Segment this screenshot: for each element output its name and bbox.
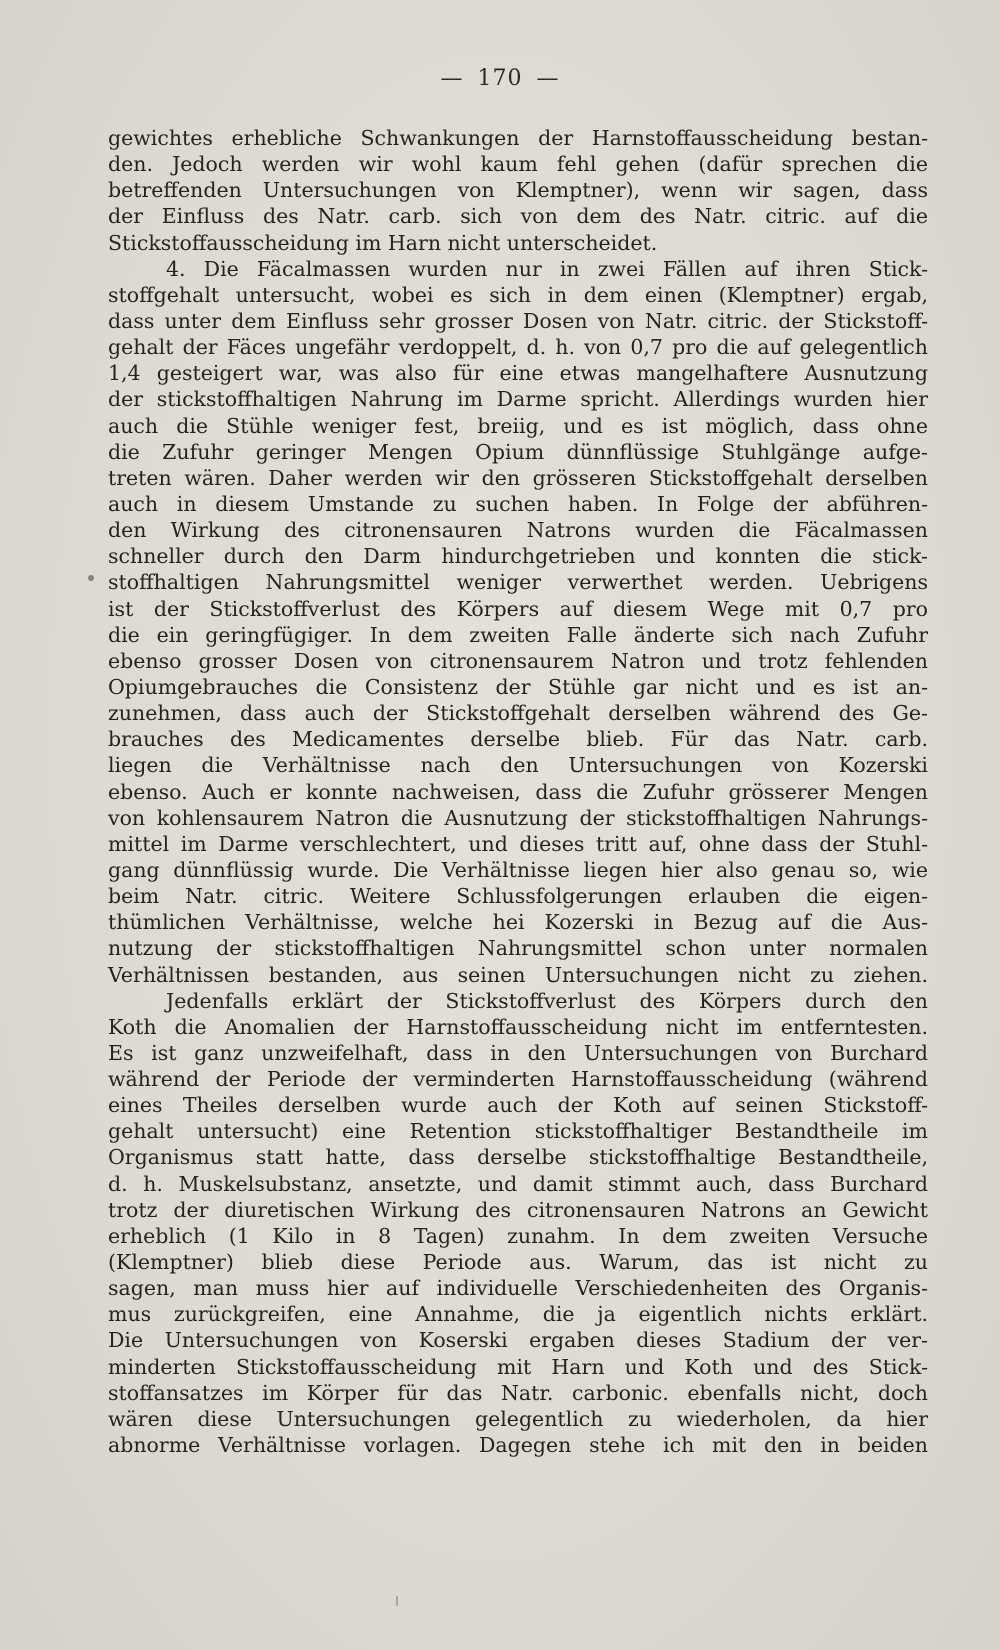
text-line: die Zufuhr geringer Mengen Opium dünnflüssige Stuhlgänge aufge-	[108, 439, 928, 464]
text-line: auch die Stühle weniger fest, breiig, und es ist möglich, dass ohne	[108, 413, 928, 438]
paper-speck	[396, 1596, 398, 1606]
text-line: gehalt untersucht) eine Retention stickstoffhaltiger Bestandtheile im	[108, 1119, 928, 1144]
text-line: gehalt der Fäces ungefähr verdoppelt, d. h. von 0,7 pro die auf gelegentlich	[108, 335, 928, 360]
text-line: eines Theiles derselben wurde auch der Koth auf seinen Stickstoff-	[108, 1093, 928, 1118]
text-line: stoffgehalt untersucht, wobei es sich in dem einen (Klemptner) ergab,	[108, 282, 928, 307]
text-line: thümlichen Verhältnisse, welche hei Kozerski in Bezug auf die Aus-	[108, 910, 928, 935]
text-line: die ein geringfügiger. In dem zweiten Falle änderte sich nach Zufuhr	[108, 622, 928, 647]
body-text	[108, 125, 928, 1458]
text-line: den. Jedoch werden wir wohl kaum fehl gehen (dafür sprechen die	[108, 152, 928, 177]
text-line: ebenso grosser Dosen von citronensaurem Natron und trotz fehlenden	[108, 648, 928, 673]
text-line: Es ist ganz unzweifelhaft, dass in den Untersuchungen von Burchard	[108, 1040, 928, 1065]
text-line: stoffansatzes im Körper für das Natr. carbonic. ebenfalls nicht, doch	[108, 1380, 928, 1405]
page-number: 170	[477, 66, 523, 91]
text-line: Verhältnissen bestanden, aus seinen Untersuchungen nicht zu ziehen.	[108, 962, 928, 987]
text-line: schneller durch den Darm hindurchgetrieben und konnten die stick-	[108, 544, 928, 569]
text-line: gewichtes erhebliche Schwankungen der Harnstoffausscheidung bestan-	[108, 126, 928, 150]
text-line: ist der Stickstoffverlust des Körpers auf diesem Wege mit 0,7 pro	[108, 596, 928, 621]
text-line: Koth die Anomalien der Harnstoffausscheidung nicht im entferntesten.	[108, 1014, 928, 1039]
text-line: d. h. Muskelsubstanz, ansetzte, und damit stimmt auch, dass Burchard	[108, 1171, 928, 1196]
text-line: beim Natr. citric. Weitere Schlussfolgerungen erlauben die eigen-	[108, 884, 928, 909]
text-line: (Klemptner) blieb diese Periode aus. Warum, das ist nicht zu	[108, 1250, 928, 1275]
text-line: brauches des Medicamentes derselbe blieb. Für das Natr. carb.	[108, 727, 928, 752]
text-line: Organismus statt hatte, dass derselbe stickstoffhaltige Bestandtheile,	[108, 1145, 928, 1170]
text-line: mittel im Darme verschlechtert, und dieses tritt auf, ohne dass der Stuhl-	[108, 831, 928, 856]
text-line: der stickstoffhaltigen Nahrung im Darme spricht. Allerdings wurden hier	[108, 387, 928, 412]
text-line: dass unter dem Einfluss sehr grosser Dosen von Natr. citric. der Stickstoff-	[108, 308, 928, 333]
text-line: abnorme Verhältnisse vorlagen. Dagegen stehe ich mit den in beiden	[108, 1433, 928, 1458]
text-line: Opiumgebrauches die Consistenz der Stühle gar nicht und es ist an-	[108, 674, 928, 699]
text-line: erheblich (1 Kilo in 8 Tagen) zunahm. In dem zweiten Versuche	[108, 1223, 928, 1248]
text-line: von kohlensaurem Natron die Ausnutzung der stickstoffhaltigen Nahrungs-	[108, 805, 928, 830]
text-line: trotz der diuretischen Wirkung des citronensauren Natrons an Gewicht	[108, 1197, 928, 1222]
text-line: Die Untersuchungen von Koserski ergaben dieses Stadium der ver-	[108, 1328, 928, 1353]
text-line: mus zurückgreifen, eine Annahme, die ja eigentlich nichts erklärt.	[108, 1302, 928, 1327]
margin-ink-mark	[88, 575, 94, 581]
text-line: sagen, man muss hier auf individuelle Verschiedenheiten des Organis-	[108, 1276, 928, 1301]
text-line: 1,4 gesteigert war, was also für eine etwas mangelhaftere Ausnutzung	[108, 361, 928, 386]
text-line: der Einfluss des Natr. carb. sich von dem des Natr. citric. auf die	[108, 204, 928, 229]
text-line: minderten Stickstoffausscheidung mit Harn und Koth und des Stick-	[108, 1354, 928, 1379]
paragraph-start-line: Jedenfalls erklärt der Stickstoffverlust des Körpers durch den	[166, 988, 928, 1013]
text-line: auch in diesem Umstande zu suchen haben. In Folge der abführen-	[108, 491, 928, 516]
text-line: während der Periode der verminderten Harnstoffausscheidung (während	[108, 1067, 928, 1092]
text-line: zunehmen, dass auch der Stickstoffgehalt derselben während des Ge-	[108, 701, 928, 726]
text-line: betreffenden Untersuchungen von Klemptner), wenn wir sagen, dass	[108, 178, 928, 203]
text-line: wären diese Untersuchungen gelegentlich zu wiederholen, da hier	[108, 1406, 928, 1431]
text-line: Stickstoffausscheidung im Harn nicht unterscheidet.	[108, 230, 658, 255]
text-line: stoffhaltigen Nahrungsmittel weniger verwerthet werden. Uebrigens	[108, 570, 928, 595]
text-line: nutzung der stickstoffhaltigen Nahrungsmittel schon unter normalen	[108, 936, 928, 961]
page-header	[0, 66, 1000, 91]
page-number-dash-left: —	[440, 66, 464, 91]
text-line: gang dünnflüssig wurde. Die Verhältnisse liegen hier also genau so, wie	[108, 857, 928, 882]
text-line: liegen die Verhältnisse nach den Untersuchungen von Kozerski	[108, 753, 928, 778]
text-line: treten wären. Daher werden wir den grösseren Stickstoffgehalt derselben	[108, 465, 928, 490]
text-line: ebenso. Auch er konnte nachweisen, dass die Zufuhr grösserer Mengen	[108, 779, 928, 804]
paragraph-start-line: 4. Die Fäcalmassen wurden nur in zwei Fällen auf ihren Stick-	[166, 256, 928, 281]
text-line: den Wirkung des citronensauren Natrons wurden die Fäcalmassen	[108, 518, 928, 543]
page-number-dash-right: —	[536, 66, 560, 91]
